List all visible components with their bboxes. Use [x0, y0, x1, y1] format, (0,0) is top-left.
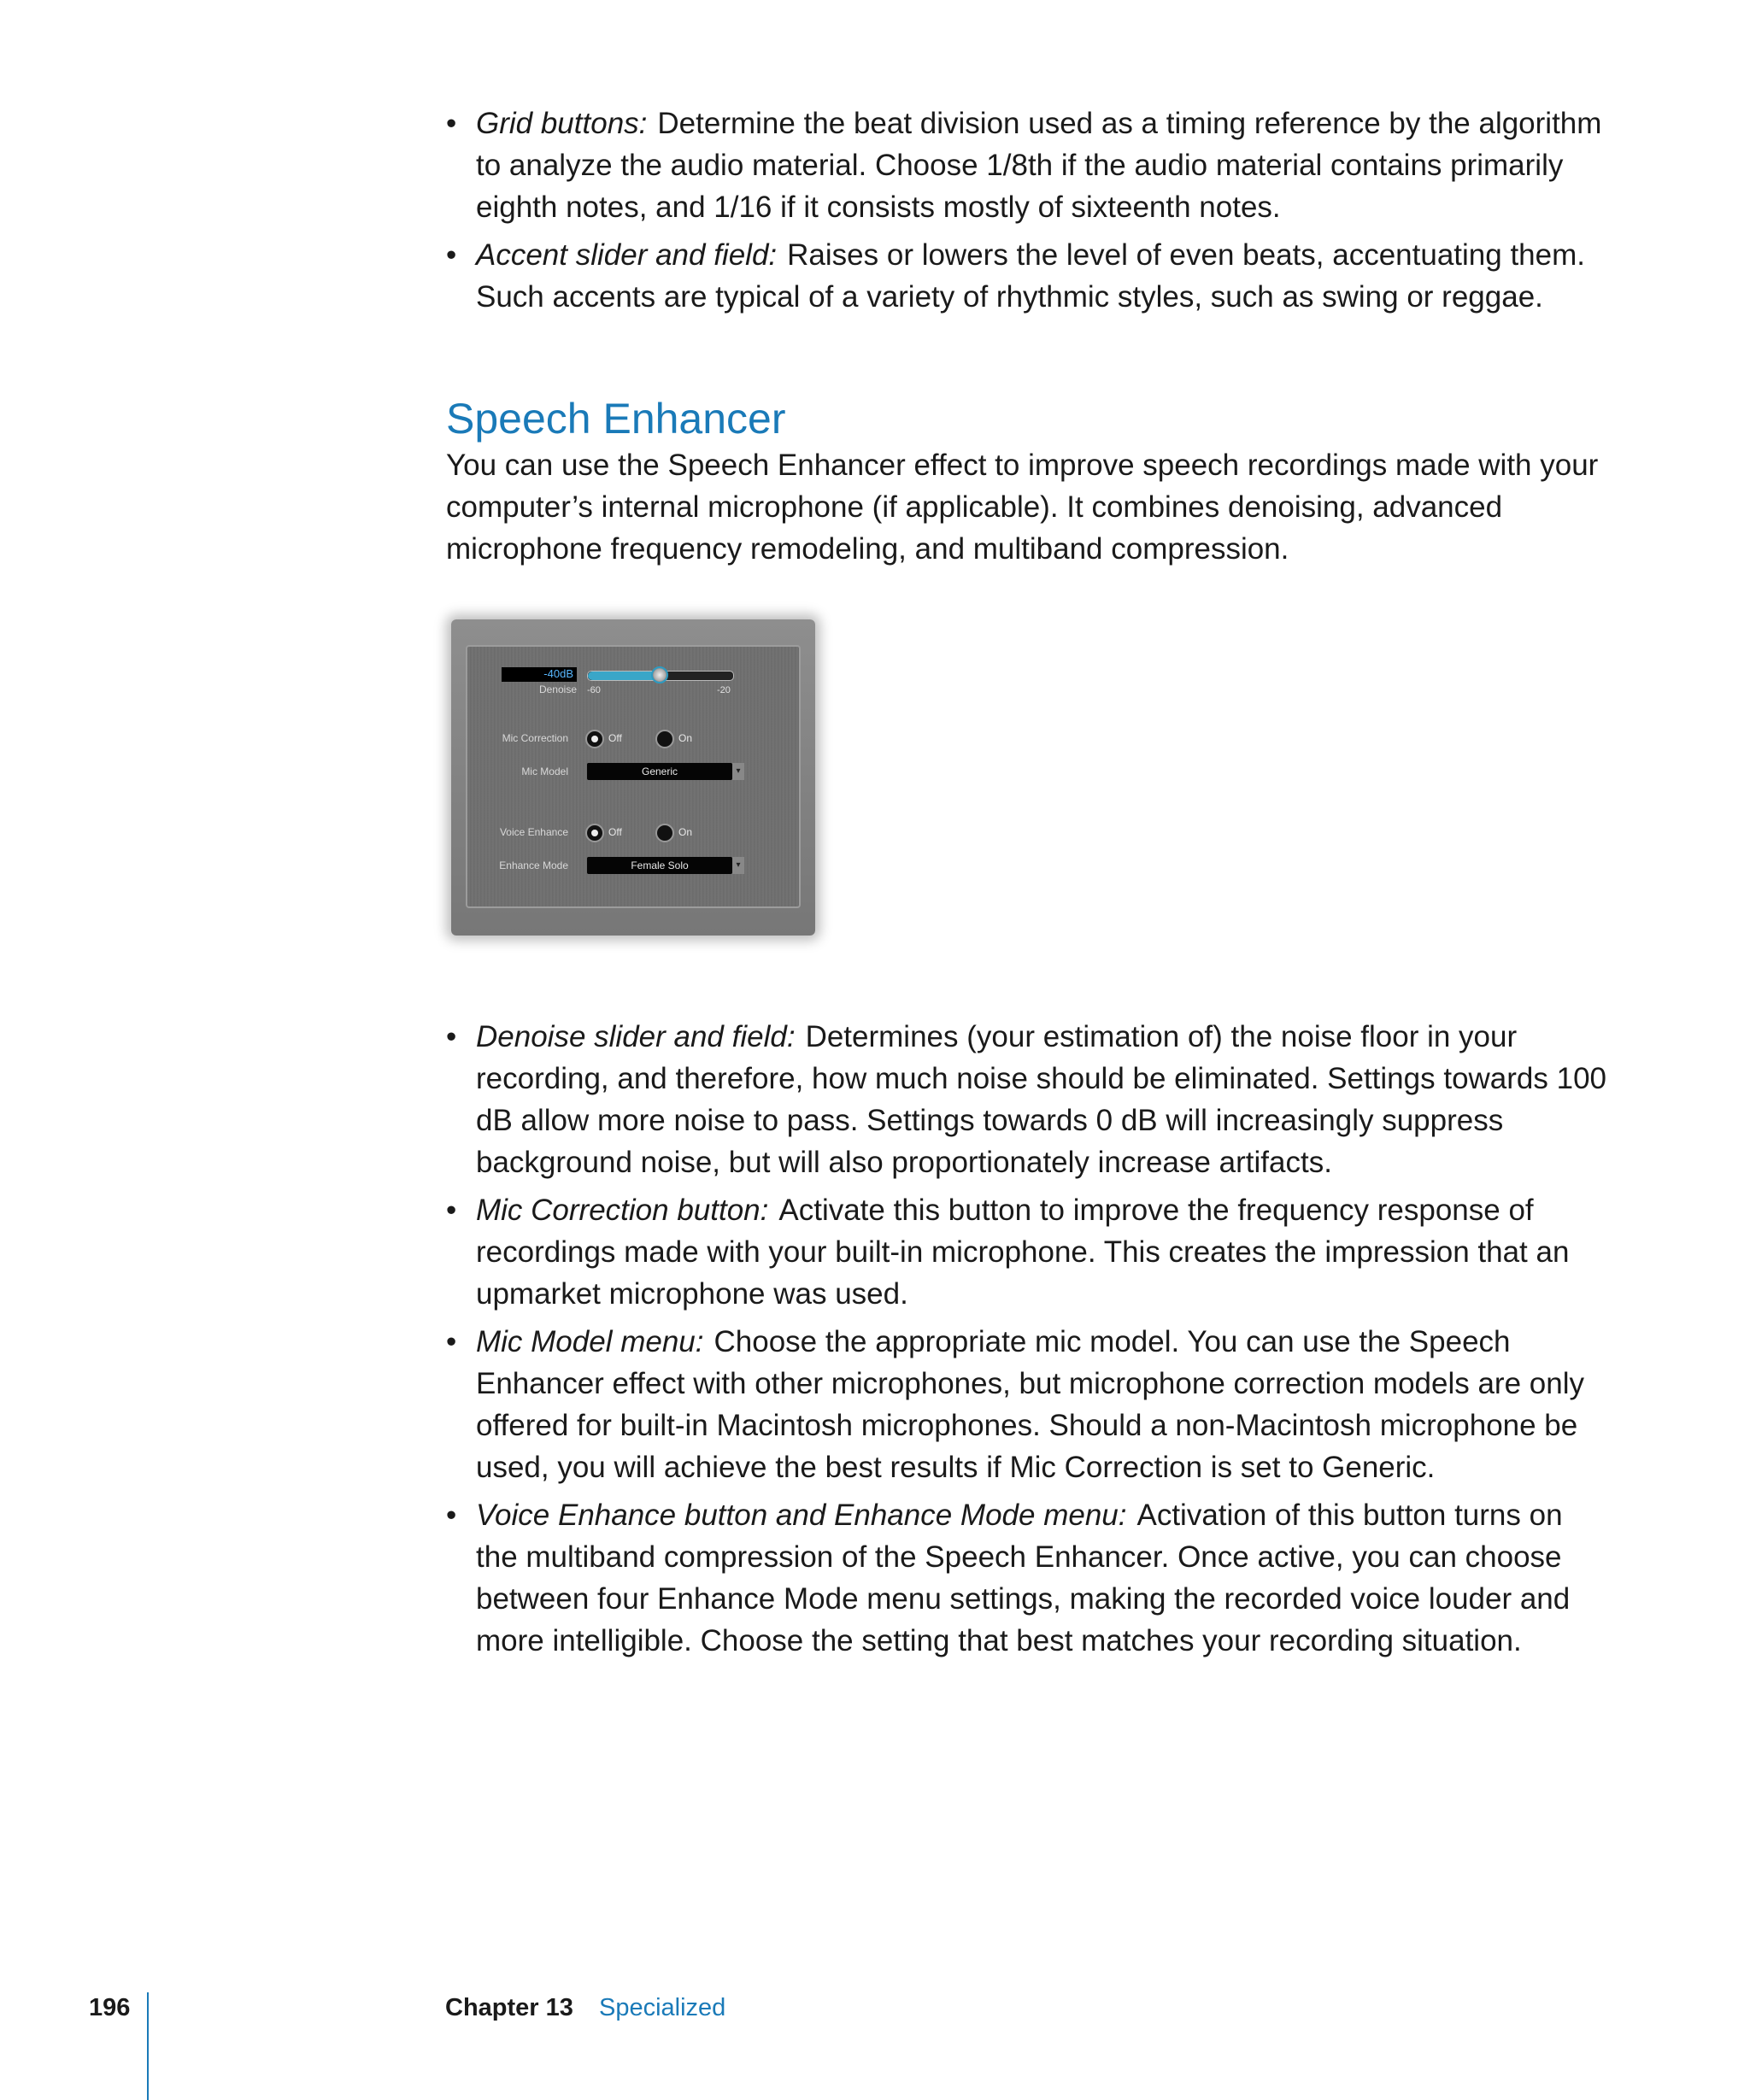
footer-rule	[147, 1992, 149, 2100]
mic-model-label: Mic Model	[521, 766, 568, 777]
bullet-icon: •	[446, 1020, 457, 1053]
chevron-down-icon: ▾	[732, 763, 744, 780]
enhance-mode-label: Enhance Mode	[499, 859, 568, 871]
voice-enhance-off-radio[interactable]	[585, 824, 604, 842]
bullet-icon: •	[446, 1499, 457, 1532]
plugin-inner-frame	[466, 645, 801, 908]
mic-model-select[interactable]	[587, 763, 741, 780]
bullet-text: Choose the appropriate mic model. You can use the Speech Enhancer effect with other microphones, but microphone correction models are only offered for built-in Macintosh microphones. Should a non-Macintosh microphone be used, you will achieve the best results if Mic Correction is set to Generic.	[476, 1325, 1584, 1484]
enhance-mode-value: Female Solo	[631, 859, 689, 871]
footer-section-link[interactable]: Specialized	[599, 1994, 726, 2021]
voice-enhance-off-label: Off	[608, 826, 622, 838]
list-item	[446, 1494, 1608, 1662]
bullet-term: Accent slider and field:	[476, 238, 778, 272]
chevron-down-icon: ▾	[732, 857, 744, 874]
mic-model-value: Generic	[641, 766, 678, 777]
denoise-max-tick: -20	[717, 685, 731, 695]
bullet-term: Denoise slider and field:	[476, 1020, 796, 1053]
bullet-icon: •	[446, 1325, 457, 1358]
denoise-slider-knob[interactable]	[651, 666, 668, 683]
denoise-label: Denoise	[538, 683, 577, 695]
bullet-text: Raises or lowers the level of even beats, accentuating them. Such accents are typical of a variety of rhythmic styles, such as swing or reggae.	[476, 238, 1585, 314]
footer-chapter: Chapter 13	[445, 1994, 573, 2021]
denoise-slider-fill	[588, 672, 661, 680]
section-body: You can use the Speech Enhancer effect to improve speech recordings made with your computer’s internal microphone (if applicable). It combines denoising, advanced microphone frequency remodeling, and multiband compression.	[446, 449, 1599, 566]
denoise-min-tick: -60	[587, 685, 601, 695]
enhance-mode-select[interactable]	[587, 857, 741, 874]
voice-enhance-on-radio[interactable]	[655, 824, 674, 842]
page-number: 196	[89, 1994, 131, 2021]
bullet-text: Activation of this button turns on the multiband compression of the Speech Enhancer. Once active, you can choose between four Enhance Mode menu settings, making the recorded voice louder and more intelligible. Choose the setting that best matches your recording situation.	[476, 1499, 1571, 1657]
denoise-value-field[interactable]: -40dB	[502, 667, 577, 682]
bullet-term: Mic Correction button:	[476, 1194, 769, 1227]
list-item	[446, 1321, 1608, 1488]
bullet-text: Determines (your estimation of) the noise floor in your recording, and therefore, how much noise should be eliminated. Settings towards 100 dB allow more noise to pass. Settings towards 0 dB will increasingly suppress background noise, but will also proportionately increase artifacts.	[476, 1020, 1607, 1179]
speech-enhancer-panel	[451, 619, 815, 936]
mic-correction-off-radio[interactable]	[585, 730, 604, 748]
bullet-term: Mic Model menu:	[476, 1325, 704, 1358]
bullet-icon: •	[446, 238, 457, 272]
mic-correction-label: Mic Correction	[502, 732, 568, 744]
bullet-icon: •	[446, 1194, 457, 1227]
bullet-text: Activate this button to improve the frequency response of recordings made with your built-in microphone. This creates the impression that an upmarket microphone was used.	[476, 1194, 1570, 1311]
list-item	[446, 234, 1608, 318]
mic-correction-on-radio[interactable]	[655, 730, 674, 748]
section-title: Speech Enhancer	[446, 395, 786, 443]
bullet-term: Grid buttons:	[476, 107, 648, 140]
list-item	[446, 1016, 1608, 1183]
mic-correction-off-label: Off	[608, 732, 622, 744]
list-item	[446, 103, 1608, 228]
bullet-list-top	[446, 103, 1608, 318]
mic-correction-on-label: On	[678, 732, 693, 744]
bullet-text: Determine the beat division used as a timing reference by the algorithm to analyze the audio material. Choose 1/8th if the audio material contains primarily eighth notes, and 1/16 if it consists mostly of sixteenth notes.	[476, 107, 1602, 224]
bullet-list-bottom	[446, 1016, 1608, 1662]
bullet-icon: •	[446, 107, 457, 140]
bullet-term: Voice Enhance button and Enhance Mode menu:	[476, 1499, 1127, 1532]
voice-enhance-label: Voice Enhance	[499, 826, 568, 838]
voice-enhance-on-label: On	[678, 826, 693, 838]
list-item	[446, 1189, 1608, 1315]
